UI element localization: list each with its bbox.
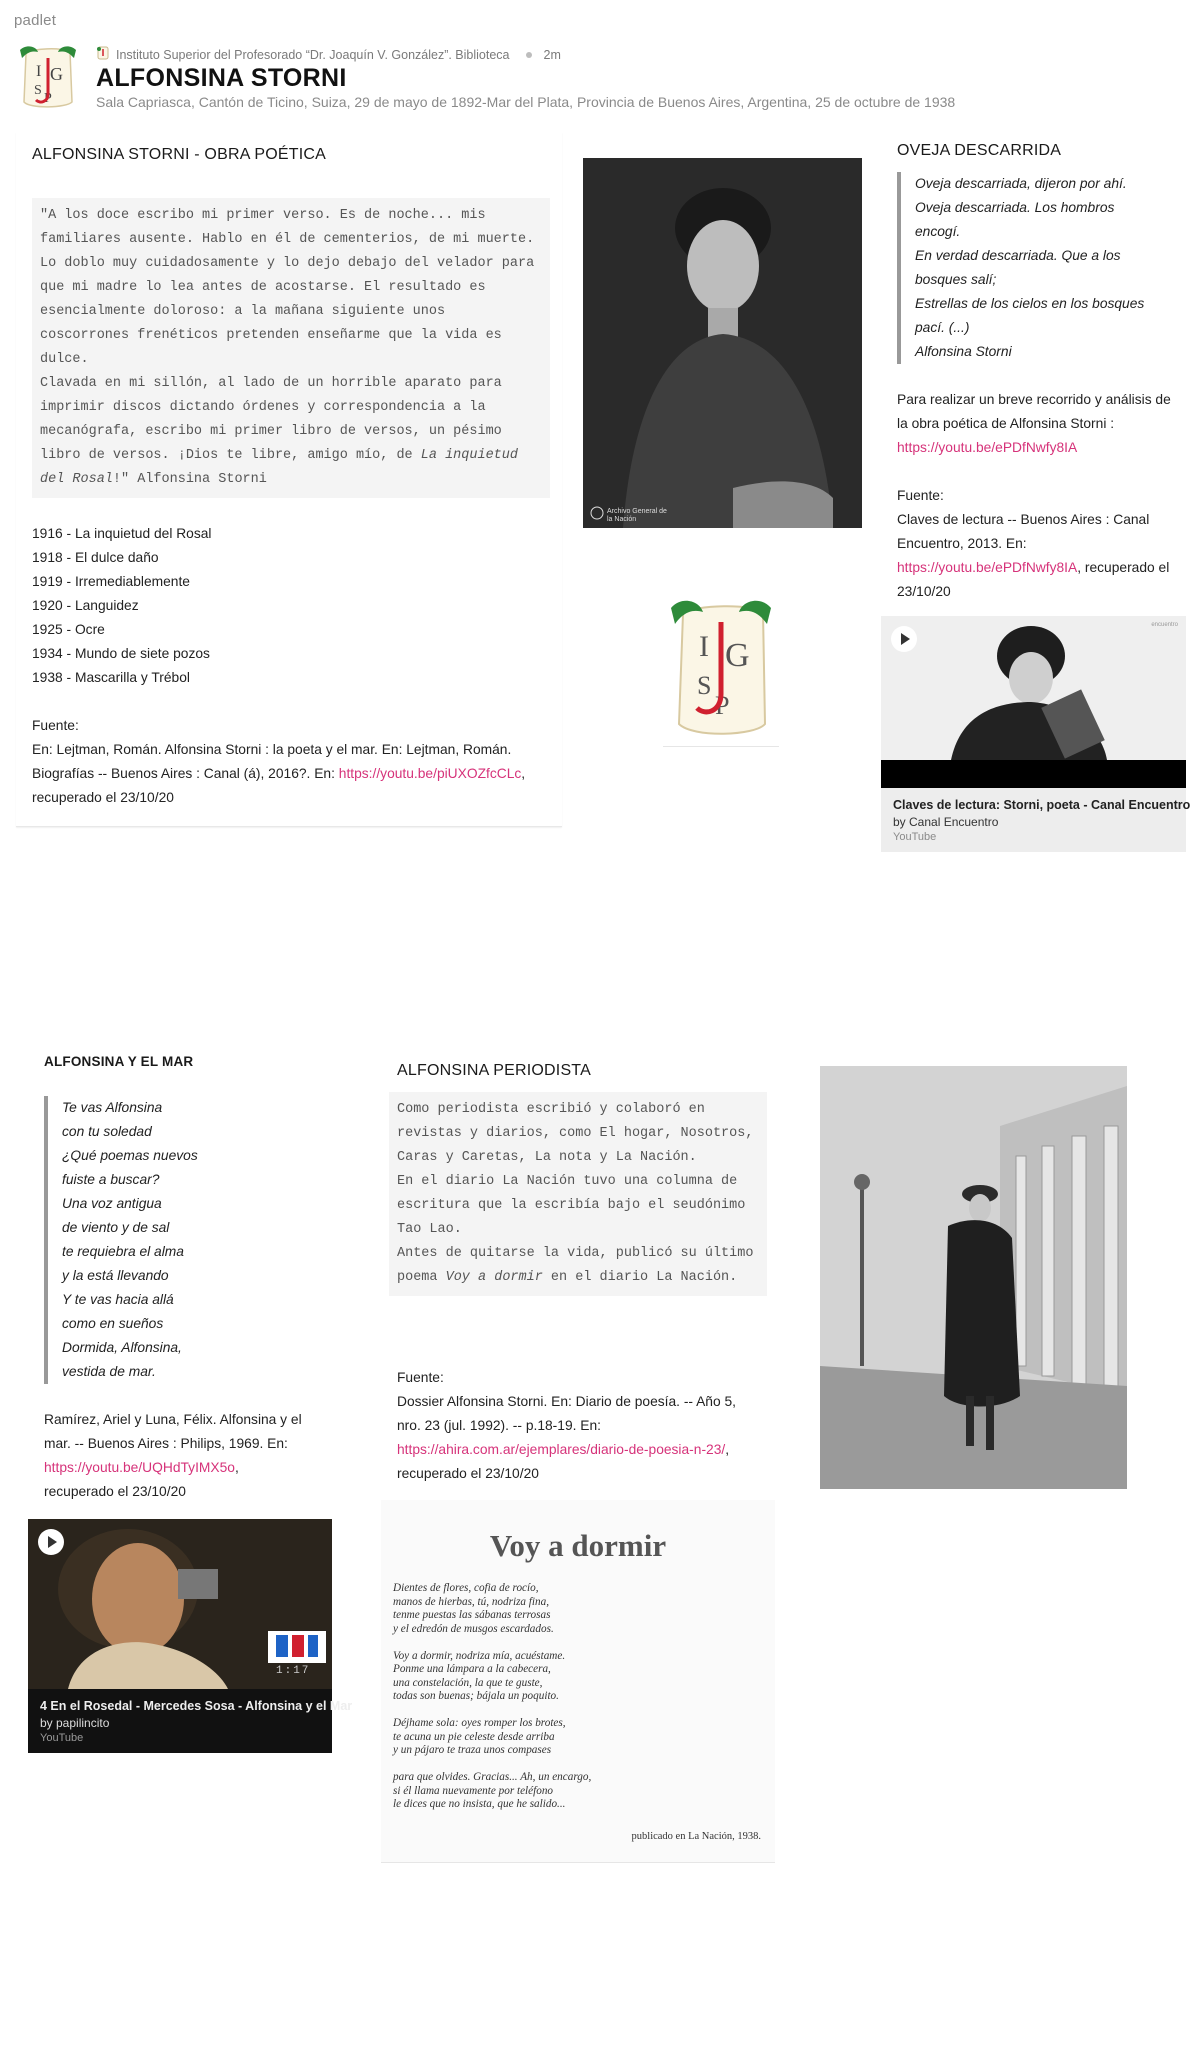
play-icon[interactable]	[891, 626, 917, 652]
poem-author: Alfonsina Storni	[915, 344, 1012, 359]
card-alfonsina-periodista[interactable]	[381, 1040, 775, 1500]
quote-text: "A los doce escribo mi primer verso. Es de noche... mis familiares ausente. Hablo en él de cementerios, de mi muerte. Lo doblo muy cuidadosamente y lo dejo debajo del velador para que mi madre lo lea antes de acostarse. El resultado es esencialmente doloroso: a la mañana siguiente unos coscorrones frenéticos pretenden enseñarme que la vida es dulce. Clavada en mi sillón, al lado de un horrible aparato para imprimir discos dictando órdenes y correspondencia a la mecanógrafa, escribo mi primer libro de versos, un pésimo libro de versos. ¡Dios te libre, amigo mío, de	[40, 208, 535, 463]
card-obra-poetica[interactable]	[16, 132, 562, 827]
video-claves-lectura[interactable]	[881, 616, 1190, 852]
fuente-text	[32, 738, 542, 810]
quote-text-end: !" Alfonsina Storni	[112, 472, 267, 487]
oveja-body	[897, 388, 1175, 604]
fuente-link[interactable]: https://ahira.com.ar/ejemplares/diario-de-poesia-n-23/	[397, 1442, 726, 1457]
quote-block	[32, 198, 550, 498]
reference-citation: Ramírez, Ariel y Luna, Félix. Alfonsina y el mar. -- Buenos Aires : Philips, 1969. En:	[44, 1412, 302, 1451]
video-thumbnail[interactable]	[28, 1519, 332, 1689]
quote-emphasis: La inquietud del Rosal	[40, 448, 518, 487]
video-meta	[28, 1689, 353, 1754]
fuente-citation: Claves de lectura -- Buenos Aires : Canal Encuentro, 2013. En:	[897, 512, 1150, 551]
fuente-link[interactable]: https://youtu.be/piUXOZfcCLc	[338, 766, 522, 781]
fuente-label: Fuente:	[897, 488, 944, 503]
poem-line: como en sueños	[62, 1316, 164, 1331]
quote-text: Como periodista escribió y colaboró en revistas y diarios, como El hogar, Nosotros, Caras y Caretas, La nota y La Nación. En el diario La Nación tuvo una columna de escritura que la escribía bajo el seudónimo Tao Lao. Antes de quitarse la vida, publicó su último poema	[397, 1102, 754, 1285]
quote-emphasis: Voy a dormir	[445, 1270, 543, 1285]
fuente-recovered: , recuperado el 23/10/20	[397, 1442, 730, 1481]
video-thumbnail[interactable]	[881, 616, 1186, 788]
poem-line: vestida de mar.	[62, 1364, 156, 1379]
archive-caption: Archivo General de la Nación	[607, 508, 667, 523]
fuente-label: Fuente:	[32, 718, 79, 733]
video-timer: 1:17	[276, 1665, 311, 1677]
reference-link[interactable]: https://youtu.be/UQHdTyIMX5o	[44, 1460, 235, 1475]
poem-line: Estrellas de los cielos en los bosques pací. (...)	[915, 296, 1145, 335]
storni-walking-photo[interactable]	[820, 1066, 1127, 1489]
poem-body: Dientes de flores, cofia de rocío, manos de hierbas, tú, nodriza fina, tenme puestas las sábanas terrosas y el edredón de musgos escardados. Voy a dormir, nodriza mía, acuéstame. Ponme una lámpara a la cabecera, una constelación, la que te guste, todas son buenas; bájala un poquito. Déjhame sola: oyes romper los brotes, te acuna un pie celeste desde arriba y un pájaro te traza unos compases para que olvides. Gracias... Ah, un encargo, si él llama nuevamente por teléfono le dices que no insista, que he salido...	[393, 1582, 592, 1810]
fuente-recovered: , recuperado el 23/10/20	[32, 766, 526, 805]
svg-text:P: P	[44, 91, 52, 106]
poem-line: Oveja descarriada, dijeron por ahí.	[915, 176, 1127, 191]
quote-text-end: en el diario La Nación.	[542, 1270, 738, 1285]
voy-a-dormir-image[interactable]	[381, 1500, 775, 1863]
fuente-link[interactable]: https://youtu.be/ePDfNwfy8IA	[897, 560, 1078, 575]
fuente-label: Fuente:	[397, 1370, 444, 1385]
poem-line: te requiebra el alma	[62, 1244, 184, 1259]
poem-line: y la está llevando	[62, 1268, 169, 1283]
isp-logo-card[interactable]	[663, 598, 779, 747]
poem-line: fuiste a buscar?	[62, 1172, 160, 1187]
svg-text:G: G	[725, 637, 750, 674]
svg-text:I: I	[36, 63, 42, 80]
fuente-citation: En: Lejtman, Román. Alfonsina Storni : la poeta y el mar. En: Lejtman, Román. Biografías -- Buenos Aires : Canal (á), 2016?. En:	[32, 742, 512, 781]
svg-text:I: I	[699, 630, 709, 663]
list-item: 1916 - La inquietud del Rosal	[32, 526, 212, 541]
poem-line: Te vas Alfonsina	[62, 1100, 163, 1115]
list-item: 1925 - Ocre	[32, 622, 105, 637]
svg-text:S: S	[34, 83, 42, 98]
card-title: ALFONSINA PERIODISTA	[397, 1062, 591, 1079]
poem-line: de viento y de sal	[62, 1220, 170, 1235]
poem-footer: publicado en La Nación, 1938.	[631, 1831, 761, 1842]
video-title[interactable]: 4 En el Rosedal - Mercedes Sosa - Alfonsina y el Mar	[40, 1699, 353, 1713]
periodista-fuente	[397, 1366, 759, 1486]
isp-logo	[16, 44, 80, 114]
poem-line: con tu soledad	[62, 1124, 152, 1139]
page-title: ALFONSINA STORNI	[96, 64, 347, 92]
list-item: 1934 - Mundo de siete pozos	[32, 646, 210, 661]
video-author: by papilincito	[40, 1716, 110, 1730]
padlet-brand[interactable]: padlet	[14, 12, 57, 29]
page-subtitle: Sala Capriasca, Cantón de Ticino, Suiza, 29 de mayo de 1892-Mar del Plata, Provincia de Buenos Aires, Argentina, 25 de octubre de 1938	[96, 94, 956, 110]
poem-title: Voy a dormir	[489, 1528, 667, 1563]
poem-line: Oveja descarriada. Los hombros encogí.	[915, 200, 1115, 239]
fuente-citation: Dossier Alfonsina Storni. En: Diario de poesía. -- Año 5, nro. 23 (jul. 1992). -- p.18-19. En:	[397, 1394, 736, 1433]
card-oveja-descarrida[interactable]	[881, 132, 1186, 602]
intro-label: Para realizar un breve recorrido y análisis de la obra poética de Alfonsina Storni :	[897, 392, 1171, 431]
mar-reference	[44, 1408, 306, 1504]
card-title: ALFONSINA Y EL MAR	[44, 1054, 194, 1069]
fuente-text	[897, 508, 1175, 604]
list-item: 1919 - Irremediablemente	[32, 574, 190, 589]
works-list	[32, 522, 542, 810]
card-title: ALFONSINA STORNI - OBRA POÉTICA	[32, 146, 326, 163]
svg-text:G: G	[50, 64, 63, 84]
play-icon[interactable]	[38, 1529, 64, 1555]
poem-line: Y te vas hacia allá	[62, 1292, 174, 1307]
video-author: by Canal Encuentro	[893, 815, 999, 829]
separator-dot	[526, 52, 532, 58]
video-link[interactable]: https://youtu.be/ePDfNwfy8IA	[897, 440, 1078, 455]
channel-logo	[268, 1631, 326, 1663]
video-title[interactable]: Claves de lectura: Storni, poeta - Canal Encuentro	[893, 798, 1190, 812]
org-line	[96, 46, 561, 63]
video-source: YouTube	[40, 1732, 84, 1744]
list-item: 1918 - El dulce daño	[32, 550, 159, 565]
video-source: YouTube	[893, 831, 937, 843]
poem-line: Dormida, Alfonsina,	[62, 1340, 182, 1355]
storni-portrait-photo[interactable]	[583, 158, 862, 528]
org-mini-logo-icon	[96, 46, 110, 63]
poem-line: En verdad descarriada. Que a los bosques salí;	[915, 248, 1121, 287]
post-time: 2m	[543, 47, 561, 62]
list-item: 1938 - Mascarilla y Trébol	[32, 670, 190, 685]
fuente-recovered: , recuperado el 23/10/20	[897, 560, 1170, 599]
svg-text:S: S	[697, 671, 712, 700]
poem-blockquote	[897, 172, 1163, 364]
org-name[interactable]: Instituto Superior del Profesorado “Dr. Joaquín V. González”. Biblioteca	[116, 47, 510, 62]
reference-recovered: , recuperado el 23/10/20	[44, 1460, 239, 1499]
svg-text:P: P	[715, 691, 730, 720]
card-alfonsina-mar[interactable]	[28, 1040, 332, 1520]
poem-blockquote	[44, 1096, 302, 1384]
poem-line: ¿Qué poemas nuevos	[62, 1148, 198, 1163]
video-meta	[881, 788, 1190, 853]
card-title: OVEJA DESCARRIDA	[897, 142, 1062, 159]
list-item: 1920 - Languidez	[32, 598, 139, 613]
poem-line: Una voz antigua	[62, 1196, 162, 1211]
intro-text	[897, 388, 1175, 460]
video-alfonsina-mar[interactable]	[28, 1519, 353, 1753]
quote-block	[389, 1092, 767, 1296]
video-watermark: encuentro	[1151, 622, 1178, 628]
fuente-text	[397, 1390, 759, 1486]
